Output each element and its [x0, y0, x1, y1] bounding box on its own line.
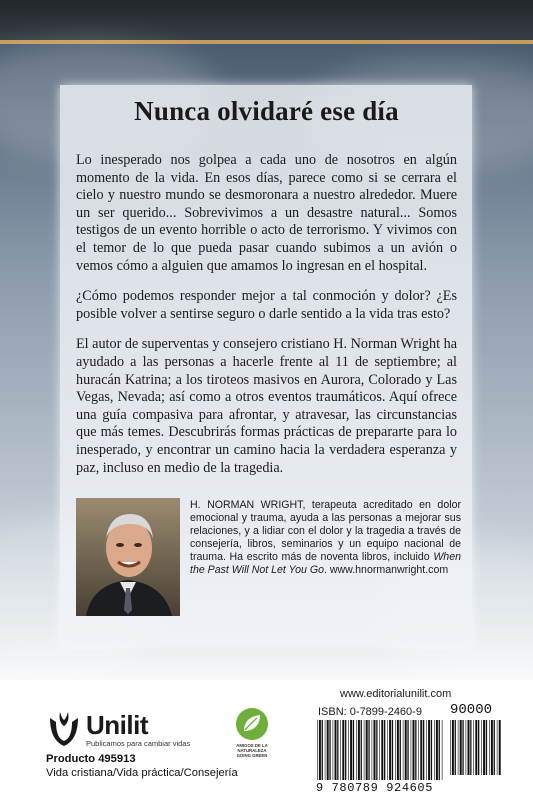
barcode-bar — [458, 720, 459, 775]
barcode-bar — [379, 720, 380, 780]
barcode-bar — [489, 720, 490, 775]
barcode-bar — [497, 720, 498, 775]
barcode-bar — [470, 720, 471, 775]
barcode-bar — [381, 720, 383, 780]
barcode-bar — [483, 720, 485, 775]
isbn: ISBN: 0-7899-2460-9 — [318, 706, 422, 718]
barcode-bar — [428, 720, 430, 780]
barcode-number: 9 780789 924605 — [316, 781, 434, 795]
book-title: When the Past Will Not Let You Go — [190, 551, 461, 577]
barcode-bar — [411, 720, 412, 780]
barcode-bar — [374, 720, 376, 780]
barcode-bar — [392, 720, 393, 780]
barcode-bar — [420, 720, 422, 780]
barcode-bar — [366, 720, 368, 780]
bio-text-end: . www.hnormanwright.com — [323, 564, 449, 577]
barcode-bar — [333, 720, 334, 780]
website: www.editorialunilit.com — [340, 688, 452, 700]
barcode-bar — [418, 720, 419, 780]
barcode-bar — [397, 720, 399, 780]
top-stripe — [0, 0, 533, 44]
barcode-bar — [356, 720, 357, 780]
barcode-bar — [372, 720, 373, 780]
price-code: 90000 — [450, 702, 493, 718]
barcode-bar — [345, 720, 346, 780]
barcode-bar — [353, 720, 354, 780]
paragraph: Lo inesperado nos golpea a cada uno de nosotros en algún momento de la vida. En esos días, parece como si se cerrara el cielo y nuestro mundo se desmoronara a nuestro alrededor. Muere un ser querido... Sobrevivimos a un desastre natural... Somos testigos de un evento horrible o acto de terrorismo. Y vivimos con el temor de lo que pueda pasar cuando subimos a un avión o vemos cómo a alguien que amamos lo ingresan en el hospital. — [76, 152, 457, 274]
barcode-bar — [491, 720, 493, 775]
paragraph: ¿Cómo podemos responder mejor a tal conmoción y dolor? ¿Es posible volver a sentirse seguro o darle sentido a la vida tras esto? — [76, 288, 457, 322]
barcode-bar — [460, 720, 462, 775]
barcode-bar — [475, 720, 477, 775]
barcode-bar — [319, 720, 321, 780]
barcode-bar — [442, 720, 443, 780]
author-photo — [76, 498, 180, 616]
barcode-bar — [329, 720, 330, 780]
barcode-bar — [368, 720, 369, 780]
green-badge — [222, 707, 282, 758]
green-label-line1: AMIGOS DE LA NATURALEZA — [236, 743, 268, 753]
product-category: Vida cristiana/Vida práctica/Consejería — [46, 767, 238, 779]
author-bio — [190, 499, 461, 578]
barcode-bar — [413, 720, 415, 780]
author-name: H. NORMAN WRIGHT, — [190, 499, 306, 511]
barcode-bar — [473, 720, 474, 775]
description — [76, 152, 457, 490]
barcode-bar — [403, 720, 404, 780]
green-label-line2: GOING GREEN — [236, 753, 268, 758]
logo-tagline: Publicamos para cambiar vidas — [86, 739, 191, 748]
barcode-bar — [478, 720, 479, 775]
barcode-bar — [434, 720, 435, 780]
barcode-bar — [387, 720, 388, 780]
logo-text: Unilit — [86, 710, 148, 740]
barcode-bar — [426, 720, 427, 780]
barcode-bar — [466, 720, 467, 775]
product-info — [46, 752, 238, 780]
paragraph: El autor de superventas y consejero cristiano H. Norman Wright ha ayudado a las personas a hacerle frente al 11 de septiembre; al huracán Katrina; a los tiroteos masivos en Aurora, Colorado y Las Vegas, Nevada; así como a otros eventos traumáticos. Aquí ofrece una guía compasiva para afrontar, y atravesar, las circunstancias que más temes. Descubrirás formas prácticas de prepararte para lo inesperado, y encontrar un camino hacia la verdadera esperanza y paz, incluso en medio de la tragedia. — [76, 336, 457, 476]
barcode-bar — [468, 720, 470, 775]
price-barcode — [449, 720, 501, 775]
barcode-bar — [337, 720, 338, 780]
barcode-bar — [431, 720, 432, 780]
barcode-bar — [415, 720, 416, 780]
barcode — [316, 720, 444, 780]
barcode-bar — [350, 720, 352, 780]
barcode-bar — [455, 720, 456, 775]
barcode-bar — [407, 720, 408, 780]
barcode-bar — [395, 720, 396, 780]
green-badge-label — [222, 743, 282, 758]
barcode-bar — [335, 720, 337, 780]
barcode-bar — [325, 720, 326, 780]
barcode-bar — [450, 720, 451, 775]
page-title: Nunca olvidaré ese día — [134, 96, 399, 126]
barcode-bar — [436, 720, 438, 780]
barcode-bar — [364, 720, 365, 780]
publisher-logo — [46, 708, 216, 750]
barcode-bar — [400, 720, 401, 780]
barcode-bar — [423, 720, 424, 780]
barcode-bar — [481, 720, 482, 775]
barcode-bar — [462, 720, 463, 775]
barcode-bar — [494, 720, 495, 775]
barcode-bar — [322, 720, 323, 780]
barcode-bar — [486, 720, 487, 775]
barcode-bar — [348, 720, 349, 780]
leaf-icon — [234, 707, 270, 741]
barcode-bar — [340, 720, 341, 780]
barcode-bar — [384, 720, 385, 780]
barcode-bar — [389, 720, 391, 780]
barcode-bar — [342, 720, 344, 780]
barcode-bar — [405, 720, 407, 780]
barcode-bar — [358, 720, 360, 780]
barcode-bar — [499, 720, 501, 775]
unilit-flame-icon — [46, 710, 82, 748]
bio-text: terapeuta acreditado en dolor emocional y trauma, ayuda a las personas a mejorar sus relaciones, y a lidiar con el dolor y la tragedia a través de consejería, libros, seminarios y un equipo nacional de trauma. Ha escrito más de noventa libros, incluido — [190, 499, 461, 564]
barcode-bar — [452, 720, 454, 775]
barcode-bar — [376, 720, 377, 780]
barcode-bar — [439, 720, 440, 780]
barcode-bar — [317, 720, 318, 780]
barcode-bar — [327, 720, 329, 780]
product-number: Producto 495913 — [46, 753, 136, 765]
barcode-bar — [361, 720, 362, 780]
